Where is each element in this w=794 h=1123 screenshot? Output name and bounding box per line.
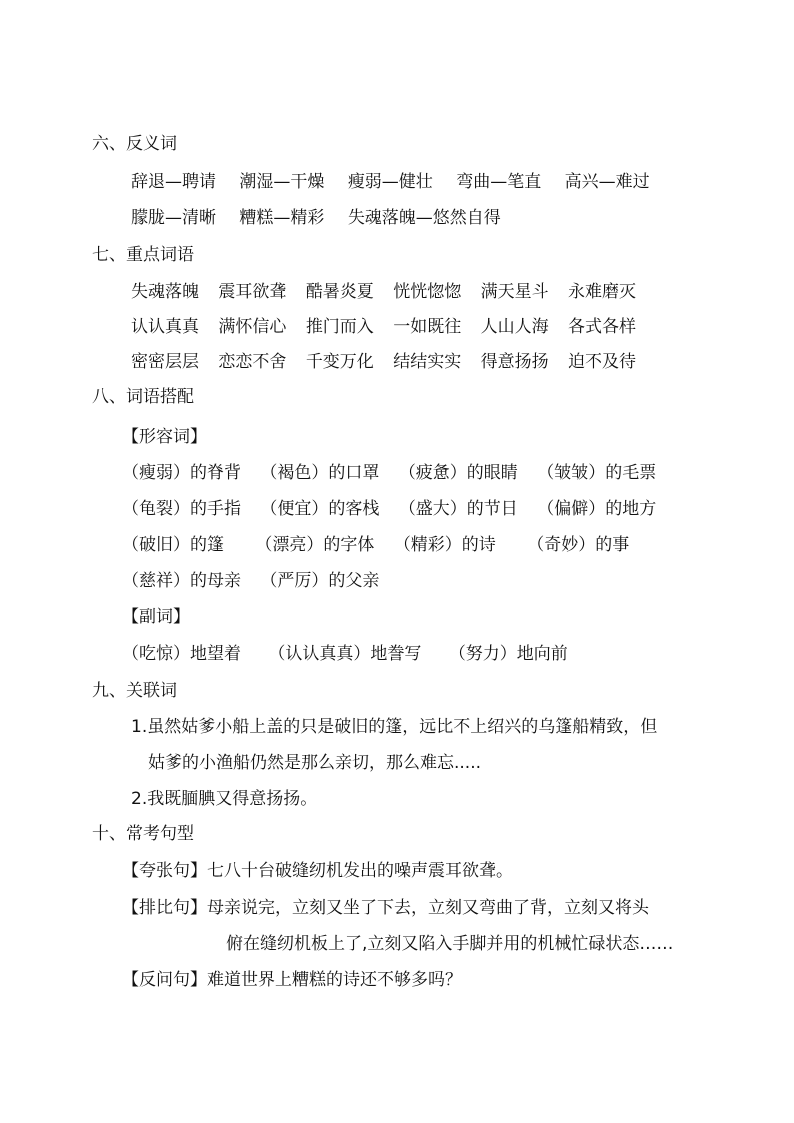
adverb-row-1	[122, 643, 586, 665]
key-word: 推门而入	[305, 317, 374, 337]
section-heading-key-words: 七、重点词语	[92, 245, 194, 265]
key-word: 各式各样	[568, 317, 637, 337]
conjunction-sentence-1-line-2: 姑爹的小渔船仍然是那么亲切，那么难忘.....	[148, 753, 482, 773]
key-word: 密密层层	[131, 352, 199, 372]
antonym-pair: 朦胧—清晰	[131, 208, 216, 228]
key-word: 满天星斗	[480, 282, 549, 302]
antonym-pair: 辞退—聘请	[131, 172, 216, 192]
rhetorical-text: 难道世界上糟糕的诗还不够多吗？	[207, 970, 462, 990]
parallel-text-line-2: 俯在缝纫机板上了,立刻又陷入手脚并用的机械忙碌状态……	[226, 934, 674, 954]
conjunction-sentence-1-line-1: 1.虽然姑爹小船上盖的只是破旧的篷，远比不上绍兴的乌篷船精致，但	[131, 717, 658, 737]
key-word: 酷暑炎夏	[305, 282, 374, 302]
antonym-pair: 高兴—难过	[564, 172, 650, 192]
antonym-pair: 瘦弱—健壮	[347, 172, 433, 192]
key-word: 迫不及待	[568, 352, 637, 372]
key-word: 认认真真	[131, 317, 199, 337]
collocation-item: （偏僻）的地方	[537, 499, 657, 519]
antonym-pair: 糟糕—精彩	[239, 208, 325, 228]
key-word: 一如既往	[393, 317, 462, 337]
collocation-item: （盛大）的节日	[398, 499, 518, 519]
collocation-item: （精彩）的诗	[393, 535, 496, 555]
exaggeration-label: 【夸张句】	[122, 861, 207, 881]
key-words-row-1	[131, 281, 650, 303]
adjective-label: 【形容词】	[122, 427, 207, 447]
key-words-row-3	[131, 351, 650, 373]
antonym-pair: 弯曲—笔直	[456, 172, 542, 192]
key-words-row-2	[131, 316, 650, 338]
key-word: 永难磨灭	[568, 282, 637, 302]
exaggeration-text: 七八十台破缝纫机发出的噪声震耳欲聋。	[207, 861, 513, 881]
key-word: 结结实实	[393, 352, 462, 372]
collocation-item: （龟裂）的手指	[122, 499, 241, 519]
section-heading-collocation: 八、词语搭配	[92, 387, 194, 407]
antonym-row-2	[131, 207, 519, 229]
collocation-item: （便宜）的客栈	[260, 499, 380, 519]
collocation-item: （瘦弱）的脊背	[122, 463, 241, 483]
adverb-label: 【副词】	[122, 607, 190, 627]
section-heading-conjunctions: 九、关联词	[92, 681, 177, 701]
exaggeration-sentence	[122, 860, 513, 882]
rhetorical-sentence	[122, 969, 462, 991]
adjective-row-1	[122, 462, 670, 484]
antonym-pair: 失魂落魄—悠然自得	[347, 208, 501, 228]
key-word: 恋恋不舍	[218, 352, 287, 372]
section-heading-sentence-patterns: 十、常考句型	[92, 824, 194, 844]
key-word: 震耳欲聋	[218, 282, 287, 302]
collocation-item: （破旧）的篷	[122, 535, 224, 555]
key-word: 得意扬扬	[480, 352, 549, 372]
key-word: 恍恍惚惚	[393, 282, 462, 302]
key-word: 千变万化	[305, 352, 374, 372]
collocation-item: （认认真真）地誊写	[268, 644, 422, 664]
collocation-item: （疲惫）的眼睛	[398, 463, 518, 483]
collocation-item: （漂亮）的字体	[255, 535, 375, 555]
adjective-row-2	[122, 498, 670, 520]
key-word: 满怀信心	[218, 317, 287, 337]
rhetorical-label: 【反问句】	[122, 970, 207, 990]
key-word: 人山人海	[480, 317, 549, 337]
parallel-sentence	[122, 897, 649, 919]
adjective-row-4	[122, 570, 393, 592]
antonym-pair: 潮湿—干燥	[239, 172, 325, 192]
parallel-label: 【排比句】	[122, 898, 207, 918]
collocation-item: （严厉）的父亲	[260, 571, 380, 591]
antonym-row-1	[131, 171, 668, 193]
adjective-row-3	[122, 534, 643, 556]
section-heading-antonyms: 六、反义词	[92, 134, 177, 154]
conjunction-sentence-2: 2.我既腼腆又得意扬扬。	[131, 789, 318, 809]
collocation-item: （奇妙）的事	[527, 535, 630, 555]
collocation-item: （褐色）的口罩	[260, 463, 380, 483]
key-word: 失魂落魄	[131, 282, 199, 302]
collocation-item: （慈祥）的母亲	[122, 571, 241, 591]
parallel-text-line-1: 母亲说完，立刻又坐了下去，立刻又弯曲了背，立刻又将头	[207, 898, 649, 918]
collocation-item: （努力）地向前	[448, 644, 568, 664]
collocation-item: （吃惊）地望着	[122, 644, 241, 664]
collocation-item: （皱皱）的毛票	[537, 463, 657, 483]
